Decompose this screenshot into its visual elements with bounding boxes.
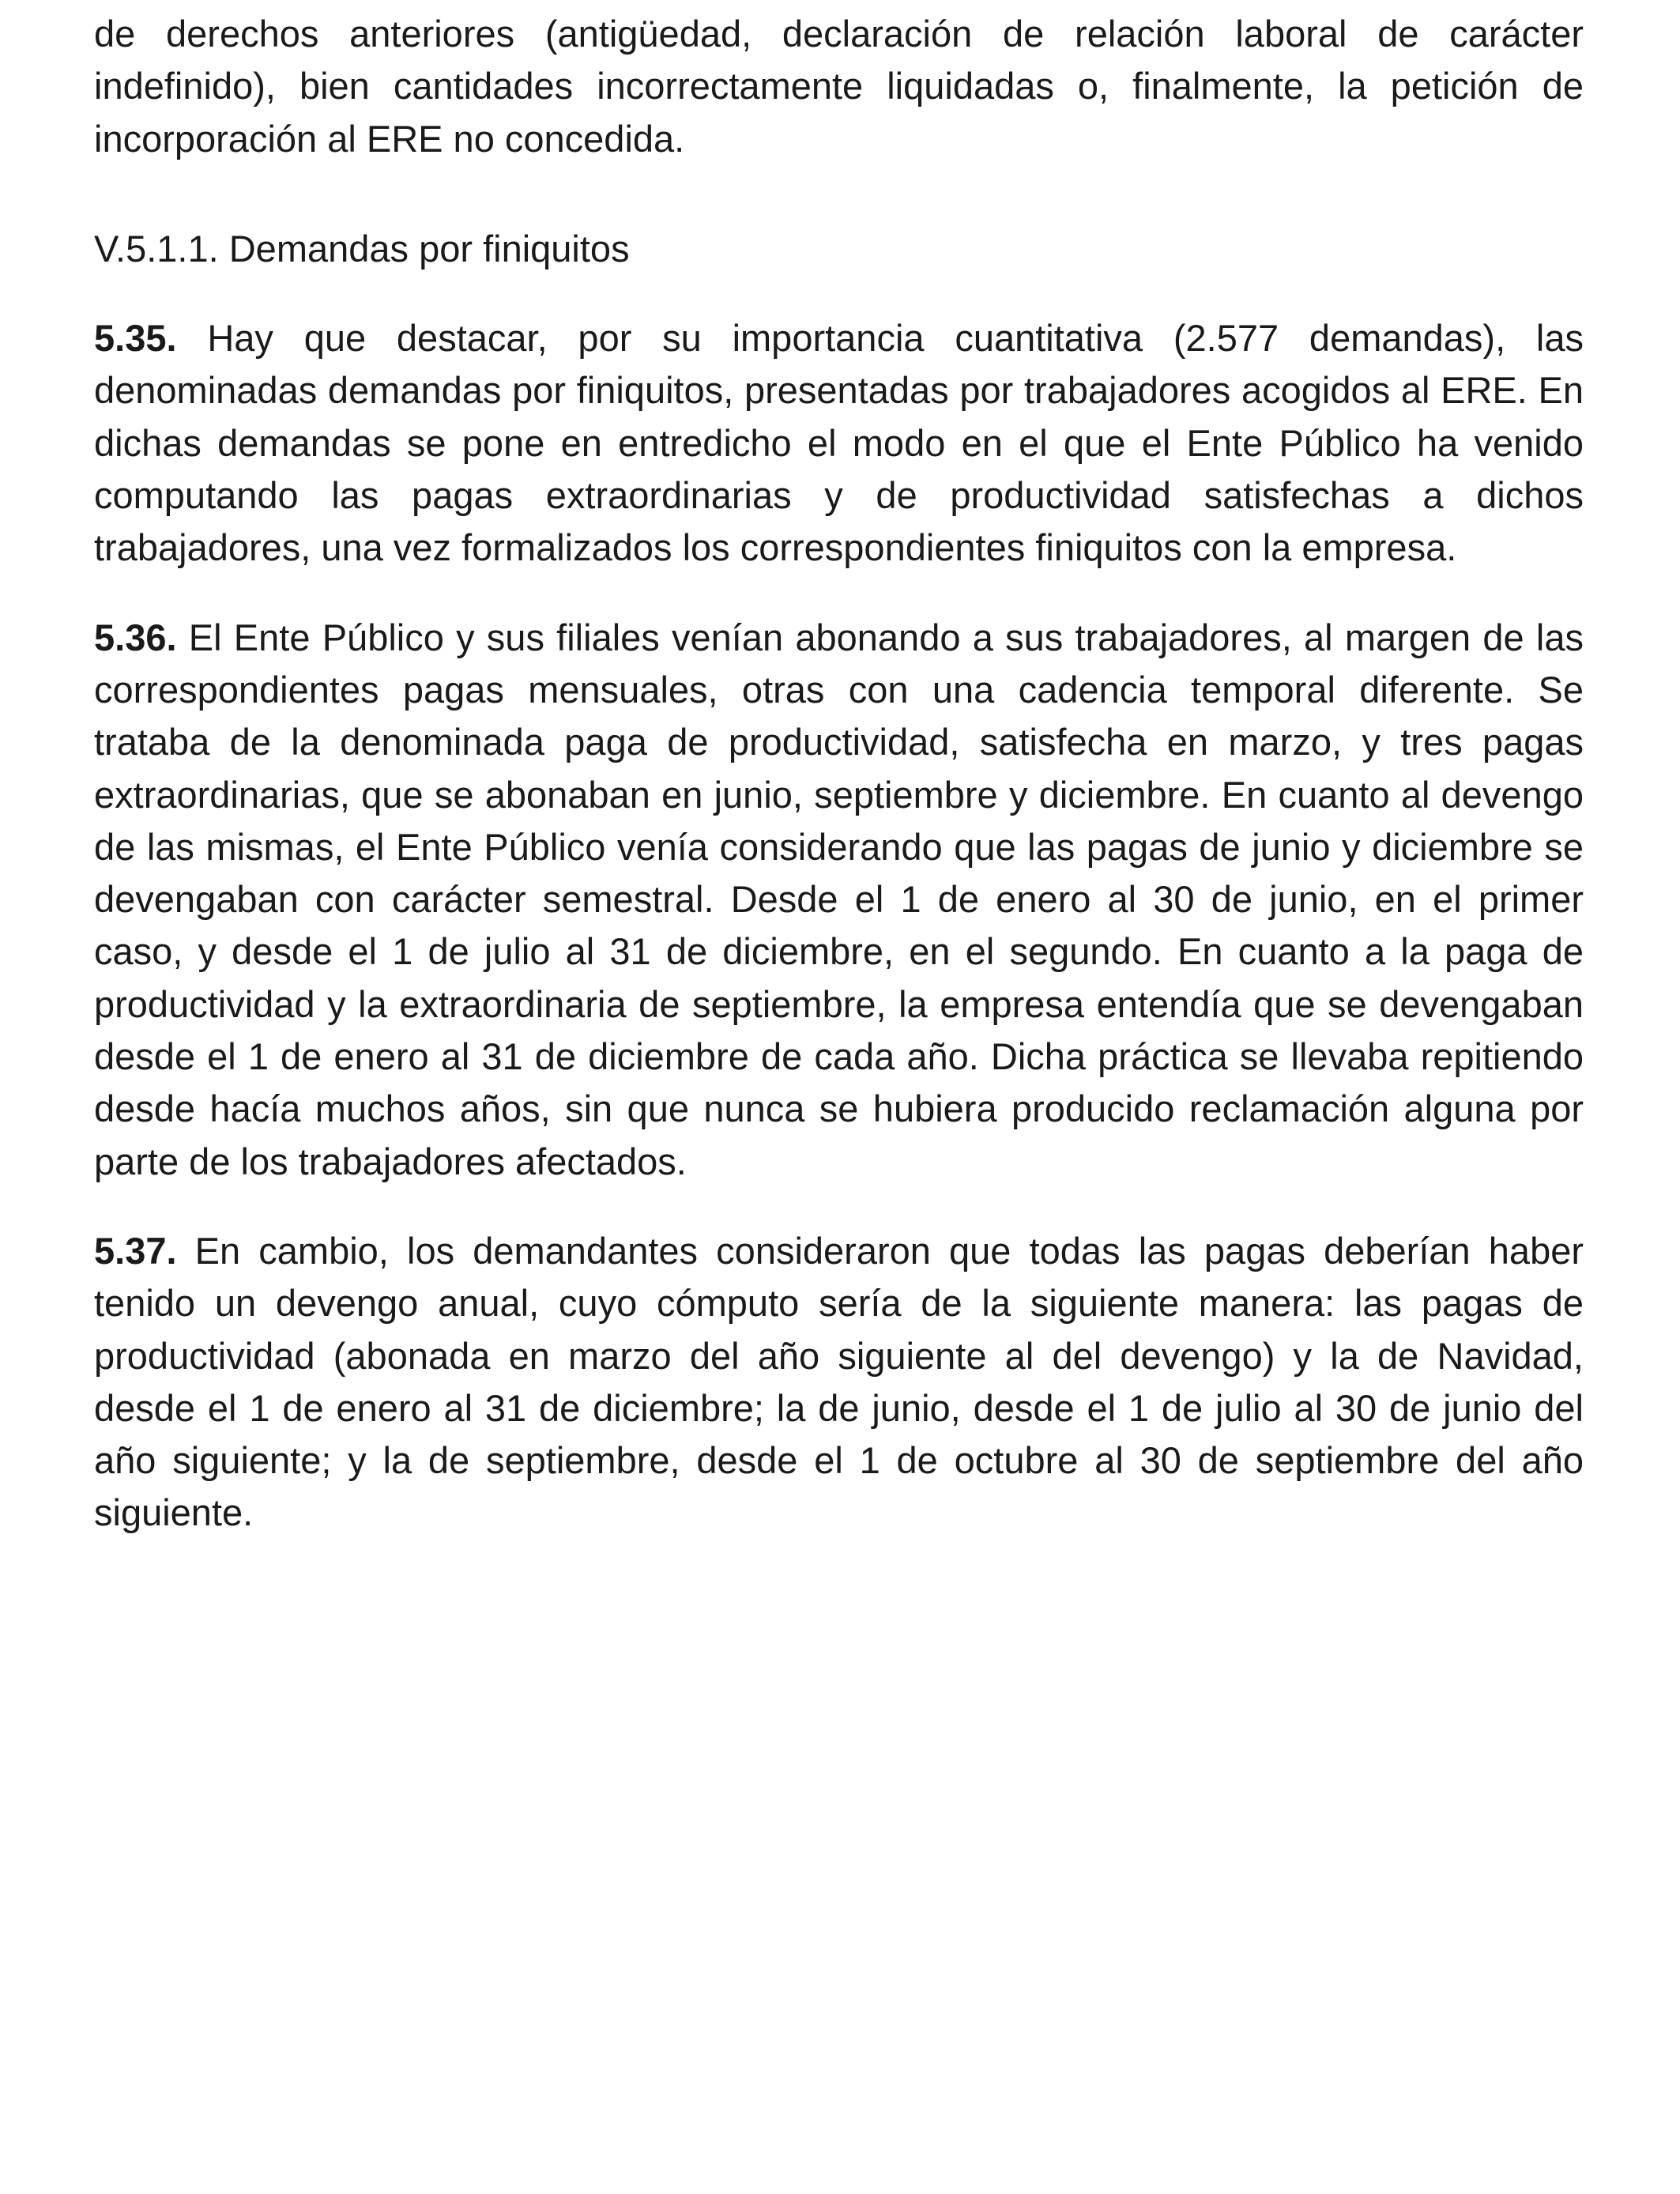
section-heading: V.5.1.1. Demandas por finiquitos bbox=[94, 227, 630, 270]
document-body bbox=[94, 8, 1584, 1577]
paragraph-5-37 bbox=[94, 1225, 1584, 1540]
paragraph-number: 5.37. bbox=[94, 1229, 195, 1272]
paragraph-5-36 bbox=[94, 612, 1584, 1188]
paragraph-5-35 bbox=[94, 312, 1584, 574]
paragraph-number: 5.35. bbox=[94, 317, 208, 360]
paragraph-text: El Ente Público y sus filiales venían abonando a sus trabajadores, al margen de las correspondientes pagas mensuales, otras con una cadencia temporal diferente. Se trataba de la denominada paga de productividad, satisfecha en marzo, y tres pagas extraordinarias, que se abonaban en junio, septiembre y diciembre. En cuanto al devengo de las mismas, el Ente Público venía considerando que las pagas de junio y diciembre se devengaban con carácter semestral. Desde el 1 de enero al 30 de junio, en el primer caso, y desde el 1 de julio al 31 de diciembre, en el segundo. En cuanto a la paga de productividad y la extraordinaria de septiembre, la empresa entendía que se devengaban desde el 1 de enero al 31 de diciembre de cada año. Dicha práctica se llevaba repitiendo desde hacía muchos años, sin que nunca se hubiera producido reclamación alguna por parte de los trabajadores afectados. bbox=[94, 616, 1584, 1182]
paragraph-number: 5.36. bbox=[94, 616, 189, 658]
intro-paragraph: de derechos anteriores (antigüedad, declaración de relación laboral de carácter indefinido), bien cantidades incorrectamente liquidadas o, finalmente, la petición de incorporación al ERE no concedida. bbox=[94, 13, 1584, 160]
paragraph-text: En cambio, los demandantes consideraron que todas las pagas deberían haber tenido un devengo anual, cuyo cómputo sería de la siguiente manera: las pagas de productividad (abonada en marzo del año siguiente al del devengo) y la de Navidad, desde el 1 de enero al 31 de diciembre; la de junio, desde el 1 de julio al 30 de junio del año siguiente; y la de septiembre, desde el 1 de octubre al 30 de septiembre del año siguiente. bbox=[94, 1229, 1584, 1534]
paragraph-text: Hay que destacar, por su importancia cuantitativa (2.577 demandas), las denominadas demandas por finiquitos, presentadas por trabajadores acogidos al ERE. En dichas demandas se pone en entredicho el modo en el que el Ente Público ha venido computando las pagas extraordinarias y de productividad satisfechas a dichos trabajadores, una vez formalizados los correspondientes finiquitos con la empresa. bbox=[94, 317, 1584, 569]
